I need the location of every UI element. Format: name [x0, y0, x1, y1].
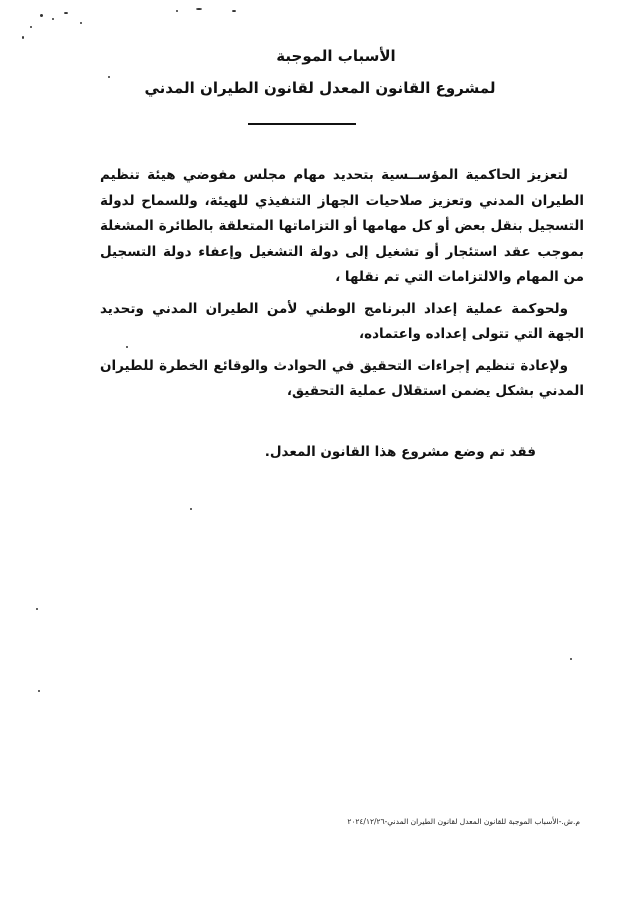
- document-footer: م.ش.-الأسباب الموجبة للقانون المعدل لقانون الطيران المدني-٢٠٢٤/١٢/٢٦: [347, 817, 580, 826]
- scan-speck: [232, 10, 236, 12]
- scan-speck: [30, 26, 32, 28]
- body-paragraph: ولحوكمة عملية إعداد البرنامج الوطني لأمن الطيران المدني وتحديد الجهة التي تتولى إعداده واعتماده،: [100, 300, 584, 342]
- scan-speck: [38, 690, 40, 692]
- document-title: الأسباب الموجبة: [276, 47, 396, 65]
- scan-speck: [22, 36, 24, 39]
- scan-speck: [196, 8, 202, 10]
- scan-speck: [40, 14, 43, 17]
- closing-statement: فقد تم وضع مشروع هذا القانون المعدل.: [264, 444, 536, 460]
- scan-speck: [36, 608, 38, 610]
- body-paragraph: ولإعادة تنظيم إجراءات التحقيق في الحوادث والوقائع الخطرة للطيران المدني بشكل يضمن استقلال عملية التحقيق،: [100, 357, 584, 399]
- scan-speck: [52, 18, 54, 20]
- scan-speck: [176, 10, 178, 12]
- document-subtitle: لمشروع القانون المعدل لقانون الطيران المدني: [144, 79, 496, 97]
- document-body: [100, 163, 584, 411]
- scan-speck: [80, 22, 82, 24]
- document-header: [0, 44, 640, 100]
- body-paragraph: لتعزيز الحاكمية المؤســسية بتحديد مهام مجلس مفوضي هيئة تنظيم الطيران المدني وتعزيز صلاحيات الجهاز التنفيذي للهيئة، وللسماح لدولة التسجيل بنقل بعض أو كل مهامها أو التزاماتها المتعلقة بالطائرة المشغلة بموجب عقد استئجار أو تشغيل إلى دولة التشغيل وإعفاء دولة التسجيل من المهام والالتزامات التي تم نقلها ،: [100, 167, 584, 285]
- scan-speck: [64, 12, 68, 14]
- scan-speck: [190, 508, 192, 510]
- scan-speck: [570, 658, 572, 660]
- title-underline: [248, 123, 356, 125]
